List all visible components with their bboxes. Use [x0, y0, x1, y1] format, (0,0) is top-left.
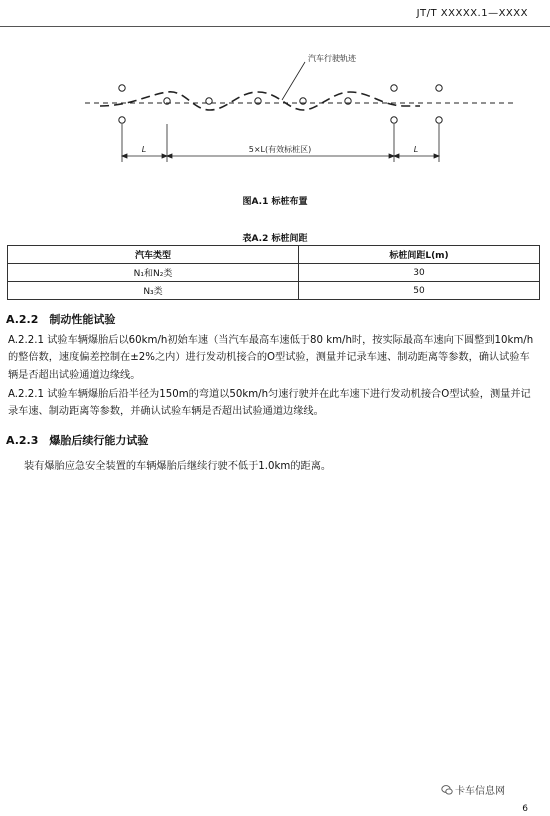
- stake-markers: [119, 85, 442, 123]
- stake-marker: [436, 117, 442, 123]
- stake-marker: [119, 85, 125, 91]
- track-leader-line: [282, 62, 305, 100]
- paragraph-continued-driving: 装有爆胎应急安全装置的车辆爆胎后继续行驶不低于1.0km的距离。: [24, 461, 332, 472]
- stake-spacing-table: [7, 245, 540, 300]
- segment-label-middle: 5×L(有效标桩区): [248, 145, 312, 154]
- table-caption: 表A.2 标桩间距: [242, 234, 308, 244]
- page-number: 6: [522, 804, 528, 814]
- stake-marker: [391, 85, 397, 91]
- track-label: 汽车行驶轨迹: [308, 54, 356, 63]
- paragraph-braking-curve: A.2.2.1 试验车辆爆胎后沿半径为150m的弯道以50km/h匀速行驶并在此车速下进行发动机接合O型试验，测量并记录车速、制动距离等参数，并确认试验车辆是否超出试验通道边缘线。: [8, 389, 531, 418]
- source-watermark: 卡车信息网: [455, 786, 505, 797]
- wechat-icon: [441, 784, 453, 796]
- dimension-arrows: [122, 154, 439, 158]
- stake-marker: [206, 98, 212, 104]
- stake-marker: [391, 117, 397, 123]
- section-heading-continued-driving: A.2.3 爆胎后续行能力试验: [6, 434, 149, 447]
- vehicle-track-path: [100, 92, 420, 110]
- figure-caption: 图A.1 标桩布置: [242, 197, 308, 207]
- document-code-header: JT/T XXXXX.1—XXXX: [416, 8, 528, 19]
- table-row: [8, 282, 540, 300]
- segment-label-right: L: [413, 145, 419, 154]
- segment-label-left: L: [141, 145, 147, 154]
- section-heading-braking: A.2.2 制动性能试验: [6, 313, 116, 326]
- stake-marker: [119, 117, 125, 123]
- cell-vehicle-type: N₁和N₂类: [8, 264, 299, 282]
- stake-marker: [436, 85, 442, 91]
- header-vehicle-type: 汽车类型: [8, 246, 299, 264]
- cell-vehicle-type: N₃类: [8, 282, 299, 300]
- table-header-row: [8, 246, 540, 264]
- table-row: [8, 264, 540, 282]
- paragraph-braking-straight: A.2.2.1 试验车辆爆胎后以60km/h初始车速（当汽车最高车速低于80 km/h时，按实际最高车速向下圆整到10km/h的整倍数，速度偏差控制在±2%之内）进行发动机接合的O型试验，测量并记录车速、制动距离等参数，确认试验车辆是否超出试验通道边缘线。: [8, 335, 534, 381]
- stake-layout-figure: [60, 40, 520, 190]
- cell-spacing-value: 30: [299, 264, 540, 282]
- header-stake-spacing: 标桩间距L(m): [299, 246, 540, 264]
- cell-spacing-value: 50: [299, 282, 540, 300]
- header-divider: [0, 26, 550, 27]
